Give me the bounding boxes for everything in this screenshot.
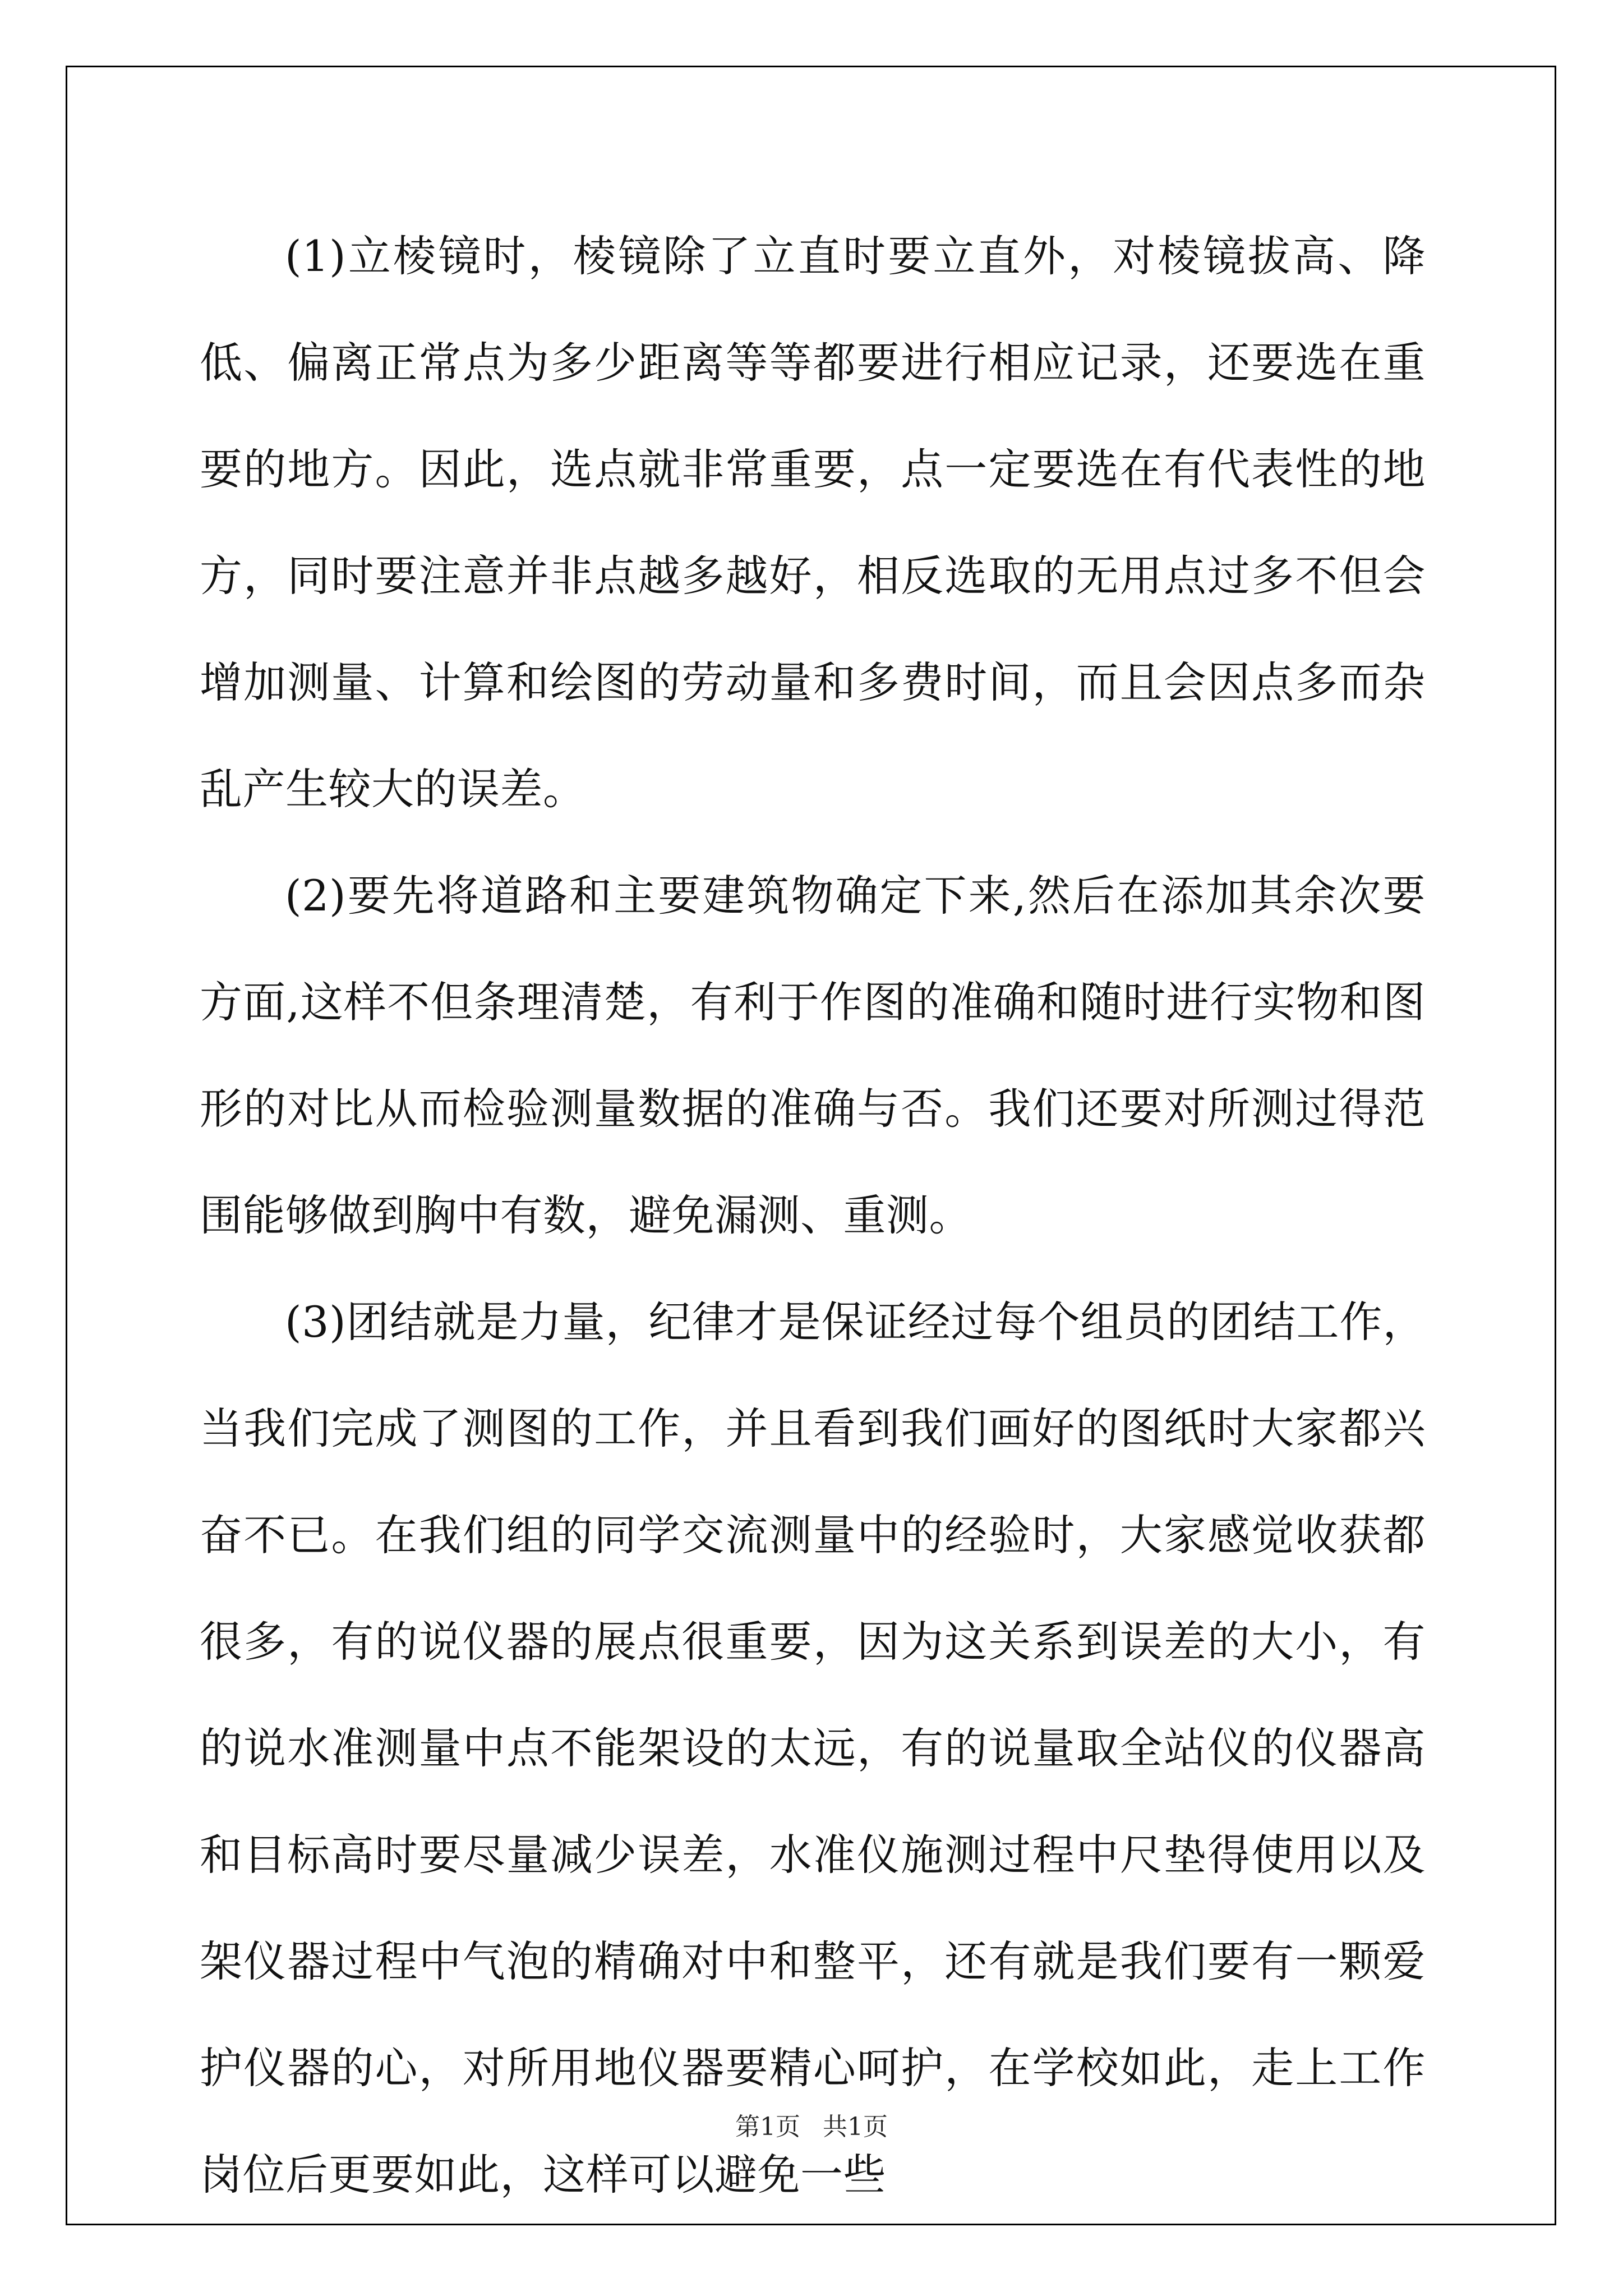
page-total: 共1页 [823,2113,888,2141]
paragraph-1: (1)立棱镜时，棱镜除了立直时要立直外，对棱镜拔高、降低、偏离正常点为多少距离等等都要进行相应记录，还要选在重要的地方。因此，选点就非常重要，点一定要选在有代表性的地方，同时要注意并非点越多越好，相反选取的无用点过多不但会增加测量、计算和绘图的劳动量和多费时间，而且会因点多而杂乱产生较大的误差。 [200,231,1426,814]
page-footer [0,2110,1623,2144]
paragraph-3: (3)团结就是力量，纪律才是保证经过每个组员的团结工作，当我们完成了测图的工作，并且看到我们画好的图纸时大家都兴奋不已。在我们组的同学交流测量中的经验时，大家感觉收获都很多，有的说仪器的展点很重要，因为这关系到误差的大小，有的说水准测量中点不能架设的太远，有的说量取全站仪的仪器高和目标高时要尽量减少误差，水准仪施测过程中尺垫得使用以及架仪器过程中气泡的精确对中和整平，还有就是我们要有一颗爱护仪器的心，对所用地仪器要精心呵护，在学校如此，走上工作岗位后更要如此，这样可以避免一些 [200,1297,1426,2200]
paragraph-2: (2)要先将道路和主要建筑物确定下来,然后在添加其余次要方面,这样不但条理清楚，有利于作图的准确和随时进行实物和图形的对比从而检验测量数据的准确与否。我们还要对所测过得范围能够做到胸中有数，避免漏测、重测。 [200,871,1426,1240]
page-number: 第1页 [735,2113,800,2141]
document-body [200,203,1426,2228]
